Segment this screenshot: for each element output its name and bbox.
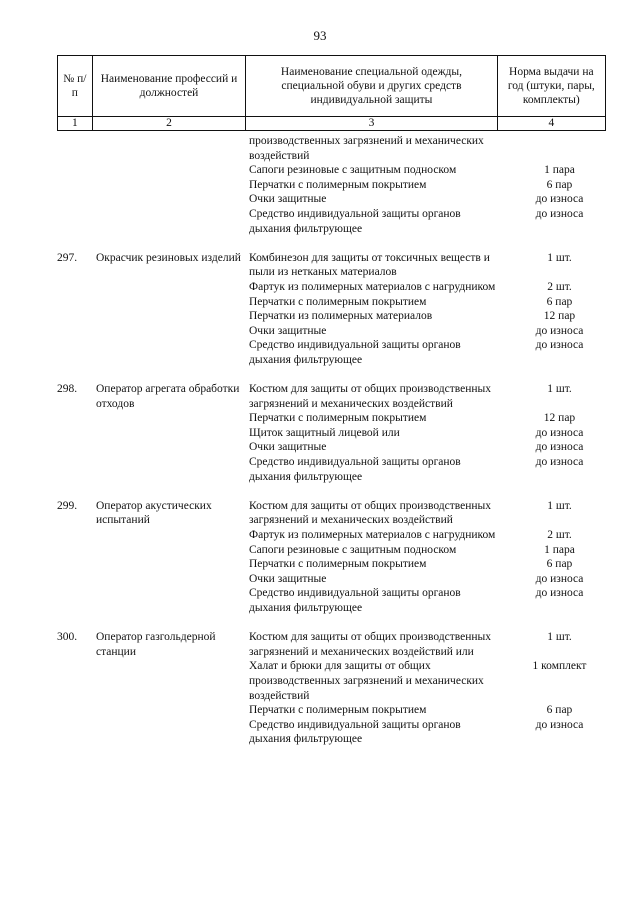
ppe-item — [249, 528, 615, 543]
ppe-item-name: Костюм для защиты от общих производственных загрязнений и механических воздействий — [249, 383, 491, 410]
ppe-item — [249, 455, 615, 484]
ppe-item — [249, 499, 615, 528]
ppe-item-norm: 6 пар — [546, 295, 573, 308]
row-number — [57, 134, 96, 236]
ppe-item-norm: до износа — [535, 324, 584, 337]
ppe-item — [249, 630, 615, 659]
column-number-row — [58, 117, 606, 131]
table-row — [57, 382, 606, 484]
profession-name: Оператор акустических испытаний — [96, 499, 212, 527]
ppe-item-norm: 6 пар — [546, 178, 573, 191]
header-profession: Наименование профессий и должностей — [92, 56, 246, 117]
ppe-item-name: Фартук из полимерных материалов с нагрудником — [249, 280, 496, 293]
row-number: 297. — [57, 251, 78, 264]
ppe-item-name: Перчатки с полимерным покрытием — [249, 704, 427, 717]
ppe-list — [249, 630, 615, 747]
ppe-item — [249, 251, 615, 280]
column-number: 3 — [246, 117, 497, 131]
ppe-item-norm: до износа — [535, 718, 584, 731]
page-number: 93 — [313, 28, 327, 43]
ppe-list — [249, 134, 615, 236]
ppe-item-name: Очки защитные — [249, 572, 327, 585]
ppe-item — [249, 309, 615, 324]
ppe-item-norm: до износа — [535, 207, 584, 220]
ppe-item — [249, 178, 615, 193]
ppe-item-name: Сапоги резиновые с защитным подноском — [249, 164, 457, 177]
ppe-item-name: Перчатки с полимерным покрытием — [249, 412, 427, 425]
header-number: № п/п — [58, 56, 93, 117]
profession-name: Окрасчик резиновых изделий — [96, 251, 241, 264]
ppe-item-name: Костюм для защиты от общих производственных загрязнений и механических воздействий или — [249, 631, 491, 658]
ppe-item — [249, 718, 615, 747]
table-row — [57, 499, 606, 616]
ppe-item — [249, 426, 615, 441]
ppe-item-norm: 1 шт. — [547, 251, 572, 264]
table-header — [57, 55, 606, 131]
profession-name — [96, 134, 249, 236]
ppe-item-norm: 2 шт. — [547, 529, 572, 542]
row-number: 300. — [57, 631, 78, 644]
ppe-item — [249, 338, 615, 367]
ppe-item-name: Перчатки с полимерным покрытием — [249, 295, 427, 308]
ppe-item-norm: до износа — [535, 339, 584, 352]
table-body — [57, 134, 606, 762]
ppe-item-name: Очки защитные — [249, 441, 327, 454]
table-row — [57, 134, 606, 236]
ppe-item-name: Средство индивидуальной защиты органов дыхания фильтрующее — [249, 718, 461, 746]
ppe-item-name: производственных загрязнений и механических воздействий — [249, 135, 484, 162]
ppe-item-name: Средство индивидуальной защиты органов дыхания фильтрующее — [249, 207, 461, 235]
ppe-item-norm: 1 шт. — [547, 499, 572, 512]
ppe-item — [249, 324, 615, 339]
ppe-item — [249, 703, 615, 718]
ppe-item — [249, 557, 615, 572]
ppe-item — [249, 382, 615, 411]
ppe-item — [249, 659, 615, 703]
ppe-item-norm: 1 комплект — [532, 660, 587, 673]
ppe-item — [249, 572, 615, 587]
ppe-item-name: Щиток защитный лицевой или — [249, 426, 400, 439]
column-number: 2 — [92, 117, 246, 131]
ppe-item-name: Перчатки с полимерным покрытием — [249, 558, 427, 571]
ppe-list — [249, 382, 615, 484]
ppe-item-norm: 1 шт. — [547, 383, 572, 396]
ppe-item-name: Перчатки с полимерным покрытием — [249, 178, 427, 191]
ppe-item-name: Перчатки из полимерных материалов — [249, 310, 433, 323]
profession-name: Оператор газгольдерной станции — [96, 631, 216, 658]
ppe-item — [249, 295, 615, 310]
ppe-item — [249, 192, 615, 207]
header-row — [58, 56, 606, 117]
header-ppe-name: Наименование специальной одежды, специальной обуви и других средств индивидуальной защиты — [246, 56, 497, 117]
ppe-item-norm: 6 пар — [546, 704, 573, 717]
ppe-item-norm: до износа — [535, 441, 584, 454]
ppe-item-norm: до износа — [535, 426, 584, 439]
ppe-item-norm: 1 шт. — [547, 631, 572, 644]
ppe-item — [249, 134, 615, 163]
ppe-item-name: Очки защитные — [249, 193, 327, 206]
ppe-item-norm: 1 пара — [544, 164, 575, 177]
ppe-item-name: Средство индивидуальной защиты органов дыхания фильтрующее — [249, 456, 461, 483]
ppe-item-norm: до износа — [535, 587, 584, 600]
ppe-item-name: Средство индивидуальной защиты органов дыхания фильтрующее — [249, 339, 461, 366]
ppe-item-norm — [504, 134, 615, 163]
column-number: 1 — [58, 117, 93, 131]
ppe-item — [249, 280, 615, 295]
profession-name: Оператор агрегата обработки отходов — [96, 383, 240, 410]
ppe-item-name: Фартук из полимерных материалов с нагрудником — [249, 529, 496, 542]
ppe-item-norm: 2 шт. — [547, 280, 572, 293]
ppe-item — [249, 440, 615, 455]
ppe-item-norm: 1 пара — [544, 543, 575, 556]
ppe-item-norm: 6 пар — [546, 558, 573, 571]
ppe-item-name: Сапоги резиновые с защитным подноском — [249, 543, 457, 556]
ppe-item-name: Комбинезон для защиты от токсичных веществ и пыли из нетканых материалов — [249, 251, 490, 279]
ppe-item — [249, 163, 615, 178]
ppe-item-norm: до износа — [535, 572, 584, 585]
table-row — [57, 251, 606, 368]
ppe-list — [249, 499, 615, 616]
header-norm: Норма выдачи на год (штуки, пары, комплекты) — [497, 56, 605, 117]
table-row — [57, 630, 606, 747]
ppe-item-norm: до износа — [535, 193, 584, 206]
ppe-item-name: Халат и брюки для защиты от общих производственных загрязнений и механических воздействий — [249, 660, 484, 702]
ppe-item-name: Костюм для защиты от общих производственных загрязнений и механических воздействий — [249, 499, 491, 527]
ppe-item-name: Очки защитные — [249, 324, 327, 337]
column-number: 4 — [497, 117, 605, 131]
ppe-item — [249, 586, 615, 615]
ppe-item — [249, 543, 615, 558]
ppe-item — [249, 411, 615, 426]
row-number: 298. — [57, 383, 78, 396]
ppe-item-name: Средство индивидуальной защиты органов дыхания фильтрующее — [249, 587, 461, 614]
row-number: 299. — [57, 499, 78, 512]
ppe-list — [249, 251, 615, 368]
ppe-item — [249, 207, 615, 236]
ppe-item-norm: 12 пар — [543, 310, 576, 323]
ppe-item-norm: 12 пар — [543, 412, 576, 425]
ppe-item-norm: до износа — [535, 456, 584, 469]
